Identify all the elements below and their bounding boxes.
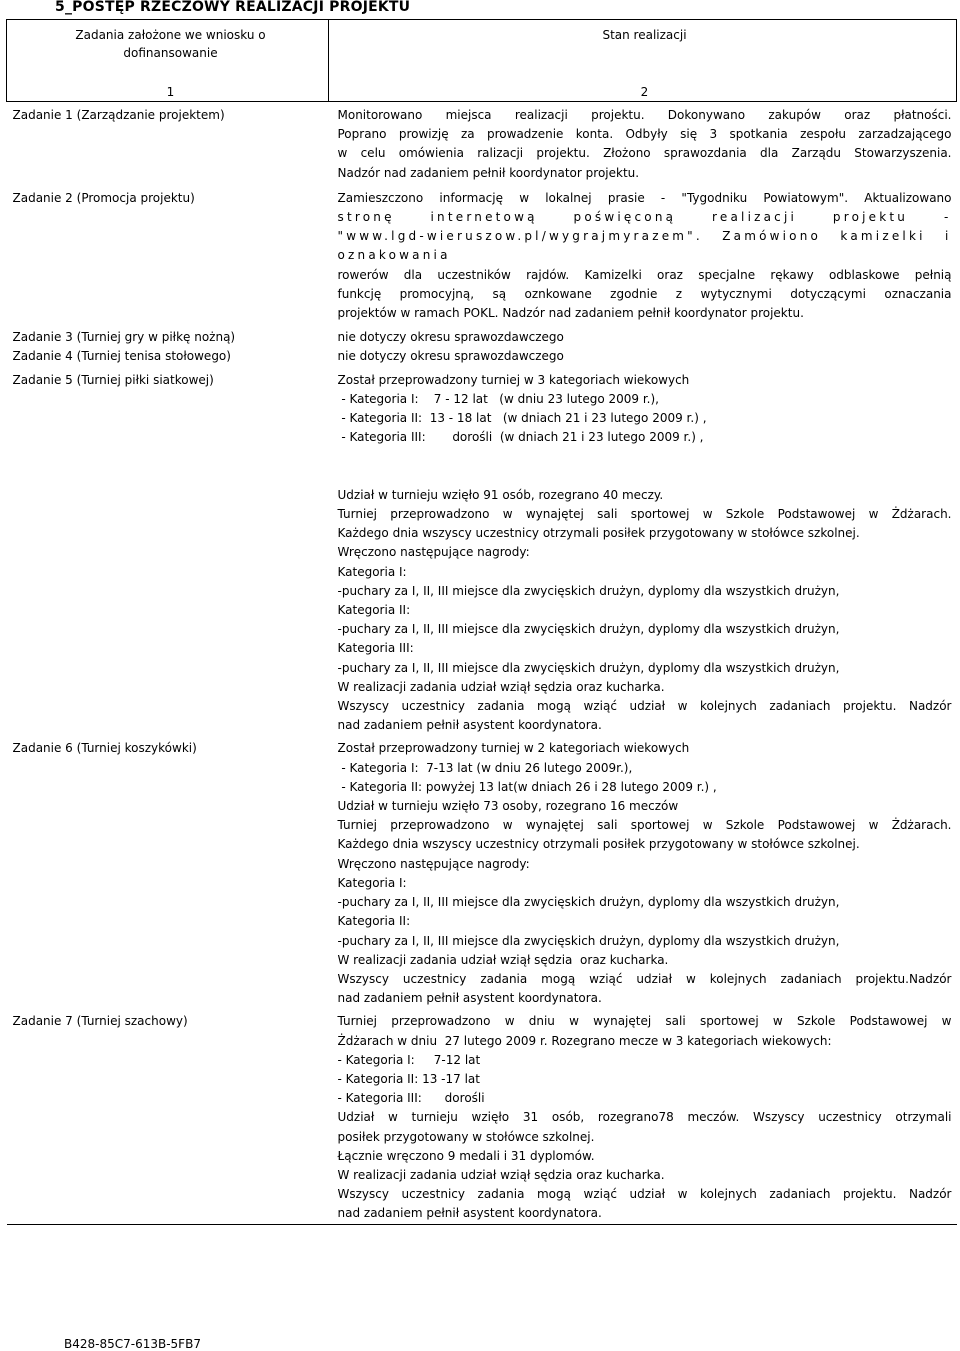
task-name: Zadanie 5 (Turniej piłki siatkowej) — [12, 372, 214, 387]
header-tasks-line1: Zadania założone we wniosku o — [75, 28, 266, 42]
status-line: funkcję promocyjną, są oznkowane zgodnie z wytycznymi dotyczącymi oznaczania — [337, 286, 952, 301]
task-status — [329, 367, 957, 736]
table-row — [7, 367, 957, 736]
status-line: Turniej przeprowadzono w wynajętej sali sportowej w Szkole Podstawowej w Żdżarach. — [337, 818, 952, 833]
status-line: Turniej przeprowadzono w wynajętej sali sportowej w Szkole Podstawowej w Żdżarach. — [337, 507, 952, 522]
status-line: nad zadaniem pełnił asystent koordynatora. — [337, 991, 602, 1006]
status-line: Wszyscy uczestnicy zadania mogą wziąć udział w kolejnych zadaniach projektu. Nadzór — [337, 1187, 952, 1202]
status-line: - Kategoria I: 7 - 12 lat (w dniu 23 lutego 2009 r.), — [337, 391, 659, 406]
status-line: nad zadaniem pełnił asystent koordynatora. — [337, 718, 602, 733]
table-header-row — [7, 20, 957, 81]
status-line: Udział w turnieju wzięło 31 osób, rozegrano78 meczów. Wszyscy uczestnicy otrzymali — [337, 1110, 952, 1125]
status-line: posiłek przygotowany w stołówce szkolnej. — [337, 1129, 595, 1144]
task-name: Zadanie 3 (Turniej gry w piłkę nożną) — [12, 330, 236, 345]
status-line: -puchary za I, II, III miejsce dla zwycięskich drużyn, dyplomy dla wszystkich drużyn, — [337, 622, 840, 637]
status-line: - Kategoria I: 7-13 lat (w dniu 26 lutego 2009r.), — [337, 760, 633, 775]
status-line: Turniej przeprowadzono w dniu w wynajętej sali sportowej w Szkole Podstawowej w — [337, 1014, 952, 1029]
status-line: rowerów dla uczestników rajdów. Kamizelki oraz specjalne rękawy odblaskowe pełnią — [337, 267, 952, 282]
status-line: Poprano prowizję za prowadzenie konta. Odbyły się 3 spotkania zespołu zarzadzającego — [337, 127, 952, 142]
task-name: Zadanie 4 (Turniej tenisa stołowego) — [12, 349, 231, 364]
status-line: - Kategoria III: dorośli (w dniach 21 i 23 lutego 2009 r.) , — [337, 430, 704, 445]
status-line: -puchary za I, II, III miejsce dla zwycięskich drużyn, dyplomy dla wszystkich drużyn, — [337, 583, 840, 598]
table-row — [7, 323, 957, 347]
status-line: -puchary za I, II, III miejsce dla zwycięskich drużyn, dyplomy dla wszystkich drużyn, — [337, 933, 840, 948]
table-row — [7, 735, 957, 1008]
task-status — [329, 347, 957, 366]
task-status — [329, 1008, 957, 1224]
status-line: Został przeprowadzony turniej w 2 kategoriach wiekowych — [337, 741, 690, 756]
status-line: nie dotyczy okresu sprawozdawczego — [337, 349, 564, 364]
task-name: Zadanie 6 (Turniej koszykówki) — [12, 741, 197, 756]
column-number-1: 1 — [7, 80, 329, 102]
table-row — [7, 347, 957, 366]
task-status — [329, 183, 957, 323]
status-line: - Kategoria II: 13 - 18 lat (w dniach 21 i 23 lutego 2009 r.) , — [337, 411, 707, 426]
status-line: Każdego dnia wszyscy uczestnicy otrzymali posiłek przygotowany w stołówce szkolnej. — [337, 837, 860, 852]
status-line: Wszyscy uczestnicy zadania mogą wziąć udział w kolejnych zadaniach projektu. Nadzór — [337, 699, 952, 714]
status-line: nad zadaniem pełnił asystent koordynatora. — [337, 1206, 602, 1221]
status-line: Został przeprowadzony turniej w 3 kategoriach wiekowych — [337, 372, 690, 387]
table-row — [7, 183, 957, 323]
status-line: Łącznie wręczono 9 medali i 31 dyplomów. — [337, 1148, 595, 1163]
status-line: Udział w turnieju wzięło 73 osoby, rozegrano 16 meczów — [337, 799, 679, 814]
status-line: Monitorowano miejsca realizacji projektu. Dokonywano zakupów oraz płatności. — [337, 108, 952, 122]
header-tasks-line2: dofinansowanie — [123, 46, 218, 60]
status-line: Zamieszczono informację w lokalnej prasie - "Tygodniku Powiatowym". Aktualizowano — [337, 190, 952, 205]
column-number-2: 2 — [329, 80, 957, 102]
status-line: Każdego dnia wszyscy uczestnicy otrzymali posiłek przygotowany w stołówce szkolnej. — [337, 526, 860, 541]
task-name: Zadanie 1 (Zarządzanie projektem) — [12, 108, 225, 122]
status-line: W realizacji zadania udział wziął sędzia oraz kucharka. — [337, 1167, 665, 1182]
status-line: Kategoria I: — [337, 875, 407, 890]
status-line: -puchary za I, II, III miejsce dla zwycięskich drużyn, dyplomy dla wszystkich drużyn, — [337, 660, 840, 675]
header-tasks — [7, 20, 329, 81]
status-line: Żdżarach w dniu 27 lutego 2009 r. Rozegrano mecze w 3 kategoriach wiekowych: — [337, 1033, 832, 1048]
status-line: Wręczono następujące nagrody: — [337, 856, 530, 871]
status-line: projektów w ramach POKL. Nadzór nad zadaniem pełnił koordynator projektu. — [337, 306, 804, 321]
status-line: - Kategoria II: powyżej 13 lat(w dniach 26 i 28 lutego 2009 r.) , — [337, 779, 717, 794]
table-number-row — [7, 80, 957, 102]
table-row — [7, 102, 957, 183]
status-line: Kategoria I: — [337, 564, 407, 579]
status-line: Wręczono następujące nagrody: — [337, 545, 530, 560]
task-name: Zadanie 7 (Turniej szachowy) — [7, 1008, 329, 1224]
status-line: W realizacji zadania udział wziął sędzia oraz kucharka. — [337, 679, 665, 694]
status-line: - Kategoria III: dorośli — [337, 1091, 485, 1106]
status-line: w celu omówienia ralizacji projektu. Złożono sprawozdania dla Zarządu Stowarzyszenia. — [337, 146, 952, 161]
status-line: nie dotyczy okresu sprawozdawczego — [337, 330, 564, 345]
status-line — [338, 447, 952, 466]
table-row — [7, 1008, 957, 1224]
task-status — [329, 323, 957, 347]
status-line: Kategoria III: — [337, 641, 414, 656]
status-line: Wszyscy uczestnicy zadania mogą wziąć udział w kolejnych zadaniach projektu.Nadzór — [337, 971, 952, 986]
task-status — [329, 102, 957, 183]
status-line: W realizacji zadania udział wziął sędzia oraz kucharka. — [337, 952, 669, 967]
status-line: - Kategoria I: 7-12 lat — [337, 1052, 481, 1067]
header-status: Stan realizacji — [329, 20, 957, 81]
footer-code: B428-85C7-613B-5FB7 — [64, 1337, 201, 1351]
task-status — [329, 735, 957, 1008]
status-line: "www.lgd-wieruszow.pl/wygrajmyrazem". Zamówiono kamizelki i oznakowania — [337, 229, 952, 263]
status-line: Kategoria II: — [337, 603, 411, 618]
status-line: Nadzór nad zadaniem pełnił koordynator projektu. — [337, 165, 640, 180]
status-line: stronę internetową poświęconą realizacji projektu - — [337, 210, 952, 225]
progress-table — [6, 19, 957, 1225]
status-line — [338, 467, 952, 486]
status-line: -puchary za I, II, III miejsce dla zwycięskich drużyn, dyplomy dla wszystkich drużyn, — [337, 895, 840, 910]
status-line: - Kategoria II: 13 -17 lat — [337, 1071, 480, 1086]
status-line: Kategoria II: — [337, 914, 411, 929]
document-title: 5_POSTĘP RZECZOWY REALIZACJI PROJEKTU — [55, 0, 411, 15]
status-line: Udział w turnieju wzięło 91 osób, rozegrano 40 meczy. — [337, 487, 664, 502]
task-name: Zadanie 2 (Promocja projektu) — [12, 190, 195, 205]
